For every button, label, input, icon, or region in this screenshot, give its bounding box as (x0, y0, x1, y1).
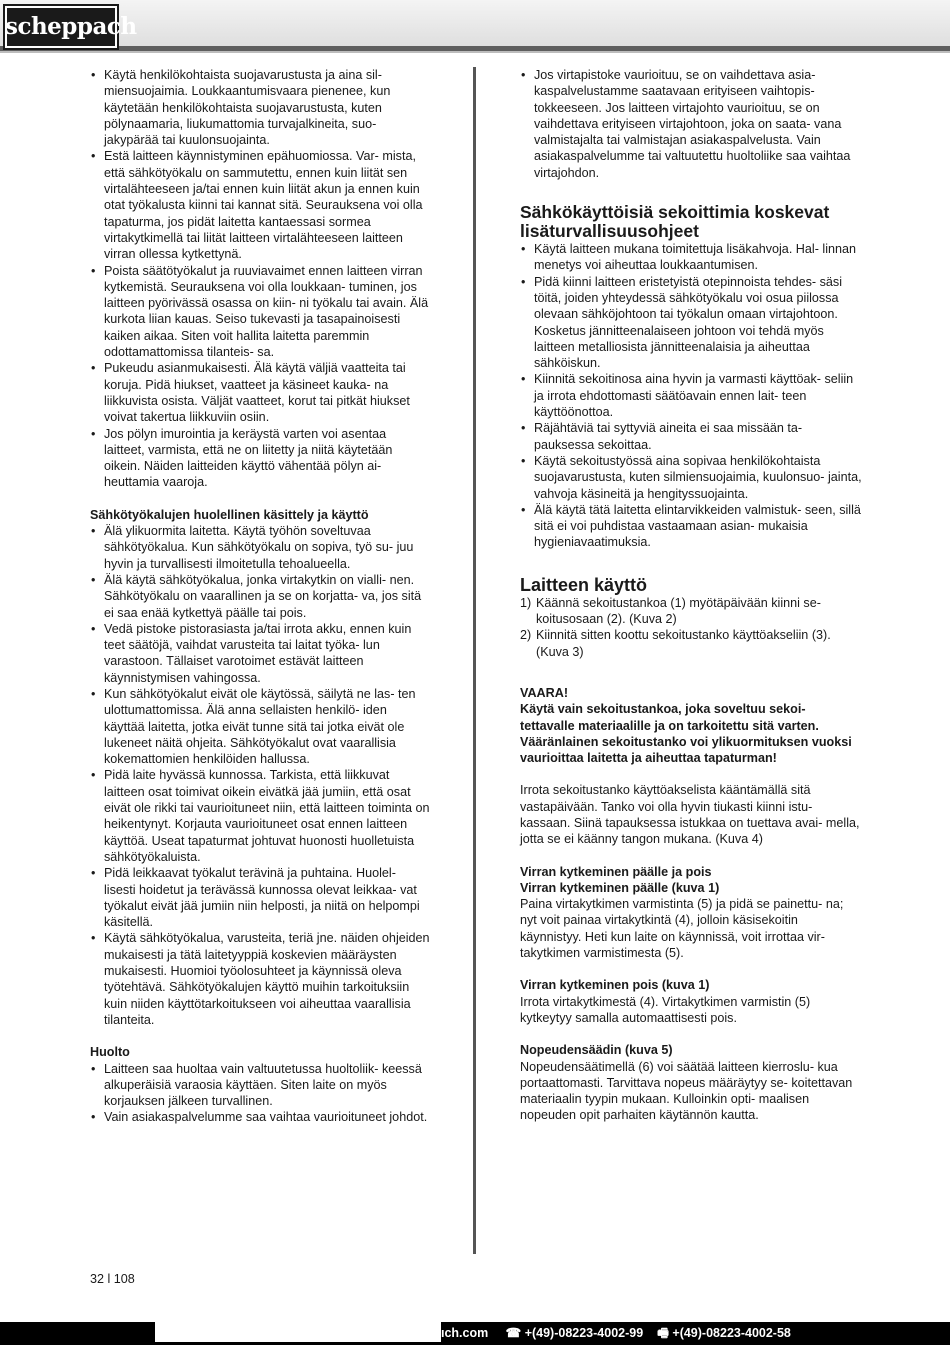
section-heading-handling: Sähkötyökalujen huolellinen käsittely ja käyttö (90, 507, 369, 522)
step-text: Kiinnitä sitten koottu sekoitustanko käyttöakseliin (3). (Kuva 3) (536, 628, 831, 659)
scheppach-logo (3, 4, 137, 50)
list-item: • Kiinnitä sekoitinosa aina hyvin ja varmasti käyttöak- seliin ja irrota ehdottomasti säätöavain ennen lait- teen käyttöönottoa. (520, 371, 862, 420)
removal-paragraph: Irrota sekoitustanko käyttöakselista kääntämällä sitä vastapäivään. Tanko voi olla hyvin tiukasti kiinni istu- kassaan. Siinä tapauksessa istukkaa on tuettava avai- mella, jotta se ei käänny tangon mukana. (Kuva 4) (520, 783, 860, 847)
list-item: • Vedä pistoke pistorasiasta ja/tai irrota akku, ennen kuin teet säätöjä, vaihdat varusteita tai laitat työka- lun varastoon. Tällaiset varotoimet estävät laitteen käynnistymisen vahingossa. (90, 621, 430, 686)
footer-phone: +(49)-08223-4002-99 (524, 1326, 644, 1340)
power-off-paragraph: Irrota virtakytkimestä (4). Virtakytkimen varmistin (5) kytkeytyy samalla automaattisesti pois. (520, 994, 811, 1025)
warning-title: VAARA! (520, 685, 569, 700)
header-rule-shadow (0, 51, 950, 53)
footer-fax: +(49)-08223-4002-58 (672, 1326, 791, 1340)
step-item (520, 627, 862, 660)
list-item: • Jos pölyn imurointia ja keräystä varten voi asentaa laitteet, varmista, että ne on liitetty ja niitä käytetään oikein. Näiden laitteiden käyttö vähentää pölyn ai- heuttamia vaaroja. (90, 426, 430, 491)
warning-text: Käytä vain sekoitustankoa, joka soveltuu sekoi- tettavalle materiaalille ja on tarkoitettu sitä varten. Vääränlainen sekoitustanko voi ylikuormituksen vuoksi vaurioittaa laitetta ja aiheuttaa tapaturman! (520, 702, 852, 766)
column-divider (473, 67, 476, 1254)
list-item: • Poista säätötyökalut ja ruuviavaimet ennen laitteen virran kytkemistä. Seurauksena voi olla loukkaan- tuminen, jos laitteen pyörivässä osassa on kiin- ni työkalu tai avain. Älä kurkota liian kauas. Seiso tukevasti ja tasapainoisesti kaiken aikaa. Siten voit hallita laitetta paremmin odottamattomissa tilanteis- sa. (90, 263, 430, 361)
page-number: 32 l 108 (90, 1272, 135, 1286)
power-on-paragraph: Paina virtakytkimen varmistinta (5) ja pidä se painettu- na; nyt voit painaa virtakytkintä (4), jolloin käsisekoitin käynnistyy. Heti kun laite on käynnissä, voit irrottaa vir- takytkimen varmistimesta (5). (520, 897, 844, 961)
list-item: • Käytä sähkötyökalua, varusteita, teriä jne. näiden ohjeiden mukaisesti ja tätä laitetyyppiä koskevien määräysten mukaisesti. Huomioi työolosuhteet ja käynnissä oleva työtehtävä. Sähkötyökalujen käyttö muihin tarkoituksiin kuin niiden käyttötarkoitukseen voi aiheuttaa vaarallisia tilanteita. (90, 930, 430, 1028)
speed-paragraph: Nopeudensäätimellä (6) voi säätää laitteen kierroslu- kua portaattomasti. Tarvittava nopeus määräytyy se- koitettavan materiaalin tyypin mukaan. Kulloinkin opti- maalisen nopeuden opit parhaiten käytännön kautta. (520, 1059, 853, 1123)
fax-icon: 🖷 (657, 1326, 669, 1340)
footer-blank-panel (155, 1322, 441, 1342)
power-heading: Virran kytkeminen päälle ja pois (520, 864, 712, 879)
left-column (90, 67, 430, 1126)
list-item: • Pukeudu asianmukaisesti. Älä käytä väljiä vaatteita tai koruja. Pidä hiukset, vaatteet ja käsineet kauka- na liikkuvista osista. Väljät vaatteet, korut tai pitkät hiukset voivat takertua liikkuviin osiin. (90, 360, 430, 425)
list-item: • Räjähtäviä tai syttyviä aineita ei saa missään ta- pauksessa sekoittaa. (520, 420, 862, 453)
power-off-heading: Virran kytkeminen pois (kuva 1) (520, 978, 710, 993)
safety-bullet-list (90, 67, 430, 491)
list-item: • Älä käytä sähkötyökalua, jonka virtakytkin on vialli- nen. Sähkötyökalu on vaarallinen ja se on korjatta- va, jos sitä ei saa enää kytkettyä päälle tai pois. (90, 572, 430, 621)
assembly-steps (520, 595, 862, 660)
list-item: • Älä käytä tätä laitetta elintarvikkeiden valmistuk- seen, sillä sitä ei voi puhdistaa vastaamaan asian- mukaisia hygieniavaatimuksia. (520, 502, 862, 551)
step-text: Käännä sekoitustankoa (1) myötäpäivään kiinni se- koitusosaan (2). (Kuva 2) (536, 595, 821, 627)
list-item: • Älä ylikuormita laitetta. Käytä työhön soveltuvaa sähkötyökalua. Kun sähkötyökalu on sopiva, työ su- juu hyvin ja turvallisesti ilmoitetulla tehoalueella. (90, 523, 430, 572)
power-on-heading: Virran kytkeminen päälle (kuva 1) (520, 880, 720, 895)
list-item: • Estä laitteen käynnistyminen epähuomiossa. Var- mista, että sähkötyökalu on sammutettu, ennen kuin liität sen virtalähteeseen ja/tai ennen kuin liität akun ja ennen kuin otat työkalusta kiinni tai kannat sitä. Seurauksena voi olla tapaturma, jos pidät laitetta kantaessasi sormea virtakytkimellä tai liität laitteen virtalähteeseen laitteen virran ollessa kytkettynä. (90, 148, 430, 262)
list-item: • Käytä laitteen mukana toimitettuja lisäkahvoja. Hal- linnan menetys voi aiheuttaa loukkaantumisen. (520, 241, 862, 274)
section-heading-operation: Laitteen käyttö (520, 574, 648, 595)
telephone-icon: ☎ (505, 1326, 522, 1340)
list-item: • Laitteen saa huoltaa vain valtuutetussa huoltoliik- keessä alkuperäisiä varaosia käyttäen. Siten laite on myös korjauksen jälkeen turvallinen. (90, 1061, 430, 1110)
footer-contact (441, 1323, 791, 1343)
right-column (520, 67, 862, 1124)
section-heading-mixer: Sähkökäyttöisiä sekoittimia koskevat lisäturvallisuusohjeet (520, 202, 830, 242)
list-item: • Kun sähkötyökalut eivät ole käytössä, säilytä ne las- ten ulottumattomissa. Älä anna sellaisten henkilö- iden käyttää laitetta, jotka eivät tunne sitä tai jotka eivät ole lukeneet näitä ohjeita. Sähkötyökalut ovat vaarallisia kokemattomien henkilöiden hallussa. (90, 686, 430, 767)
step-item (520, 595, 862, 628)
list-item: • Käytä sekoitustyössä aina sopivaa henkilökohtaista suojavarustusta, kuten silmiensuojaimia, kuulonsuo- jainta, vahvoja käsineitä ja hengityssuojainta. (520, 453, 862, 502)
plug-bullet-list (520, 67, 862, 181)
section-heading-service: Huolto (90, 1045, 130, 1060)
logo-text: scheppach (5, 13, 137, 40)
service-bullet-list (90, 1061, 430, 1126)
list-item: • Pidä laite hyvässä kunnossa. Tarkista, että liikkuvat laitteen osat toimivat oikein eivätkä jää jumiin, että osat eivät ole rikki tai vaurioituneet niin, että laitteen toiminta on heikentynyt. Korjauta vaurioituneet osat ennen laitteen käyttöä. Useat tapaturmat johtuvat huonosti huolletuista sähkötyökaluista. (90, 767, 430, 865)
footer-web: ıch.com (441, 1326, 489, 1340)
list-item: • Käytä henkilökohtaista suojavarustusta ja aina sil- miensuojaimia. Loukkaantumisvaara pienenee, kun käytetään henkilökohtaista suojavarustusta, kuten pölynaamaria, liukumattomia turvajalkineita, suo- jakypärää tai kuulonsuojainta. (90, 67, 430, 148)
list-item: • Pidä leikkaavat työkalut terävinä ja puhtaina. Huolel- lisesti hoidetut ja terävässä kunnossa olevat leikkaa- vat työkalut eivät jää jumiin niin helposti, ja niitä on helpompi käsitellä. (90, 865, 430, 930)
speed-heading: Nopeudensäädin (kuva 5) (520, 1043, 673, 1058)
page-header (0, 0, 950, 52)
mixer-bullet-list (520, 241, 862, 551)
list-item: • Jos virtapistoke vaurioituu, se on vaihdettava asia- kaspalvelustamme saatavaan erityiseen vaihtopis- tokkeeseen. Jos laitteen virtajohto vaurioituu, se on vaihdettava erityiseen virtajohtoon, joka on saata- vana valmistajalta tai valmistajan asiakaspalvelusta. Vain asiakaspalvelumme tai valtuutettu huoltoliike saa vaihtaa virtajohdon. (520, 67, 862, 181)
list-item: • Pidä kiinni laitteen eristetyistä otepinnoista tehdes- säsi töitä, joiden yhteydessä sähkötyökalu voi osua piilossa olevaan sähköjohtoon tai työkalun omaan virtajohtoon. Kosketus jännitteenalaiseen johtoon voi tehdä myös laitteen metalliosista jännitteenalaisia ja aiheuttaa sähköiskun. (520, 274, 862, 372)
list-item: • Vain asiakaspalvelumme saa vaihtaa vaurioituneet johdot. (90, 1109, 430, 1125)
handling-bullet-list (90, 523, 430, 1028)
